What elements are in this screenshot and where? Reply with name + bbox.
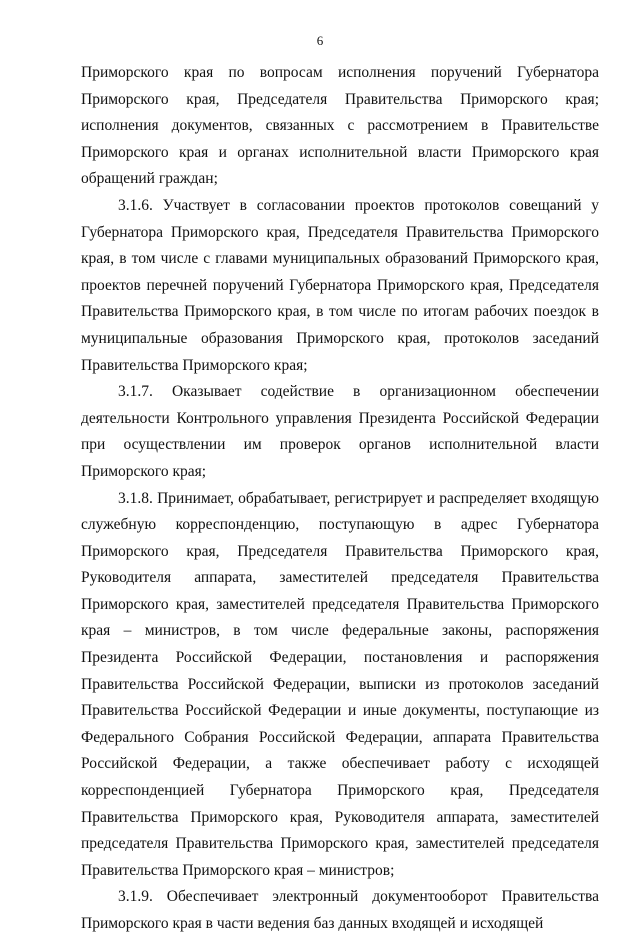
paragraph-3-1-6: 3.1.6. Участвует в согласовании проектов протоколов совещаний у Губернатора Приморского края, Председателя Правительства Приморского края, в том числе с главами муниципальных образований Приморского края, проектов перечней поручений Губернатора Приморского края, Председателя Правительства Приморского края, в том числе по итогам рабочих поездок в муниципальные образования Приморского края, протоколов заседаний Правительства Приморского края; — [81, 196, 599, 374]
paragraph-3-1-9: 3.1.9. Обеспечивает электронный документооборот Правительства Приморского края в части ведения баз данных входящей и исходящей — [81, 888, 599, 932]
page-number: 6 — [316, 33, 324, 48]
paragraph-3-1-8: 3.1.8. Принимает, обрабатывает, регистрирует и распределяет входящую служебную корреспонденцию, поступающую в адрес Губернатора Приморского края, Председателя Правительства Приморского края, Руководителя аппарата, заместителей председателя Правительства Приморского края, заместителей председателя Правительства Приморского края – министров, в том числе федеральные законы, распоряжения Президента Российской Федерации, постановления и распоряжения Правительства Российской Федерации, выписки из протоколов заседаний Правительства Российской Федерации и иные документы, поступающие из Федерального Собрания Российской Федерации, аппарата Правительства Российской Федерации, а также обеспечивает работу с исходящей корреспонденцией Губернатора Приморского края, Председателя Правительства Приморского края, Руководителя аппарата, заместителей председателя Правительства Приморского края, заместителей председателя Правительства Приморского края – министров; — [81, 489, 599, 879]
paragraph-continuation: Приморского края по вопросам исполнения поручений Губернатора Приморского края, Председателя Правительства Приморского края; исполнения документов, связанных с рассмотрением в Правительстве Приморского края и органах исполнительной власти Приморского края обращений граждан; — [81, 64, 599, 188]
document-body — [81, 60, 599, 938]
paragraph-3-1-7: 3.1.7. Оказывает содействие в организационном обеспечении деятельности Контрольного управления Президента Российской Федерации при осуществлении им проверок органов исполнительной власти Приморского края; — [81, 383, 599, 480]
